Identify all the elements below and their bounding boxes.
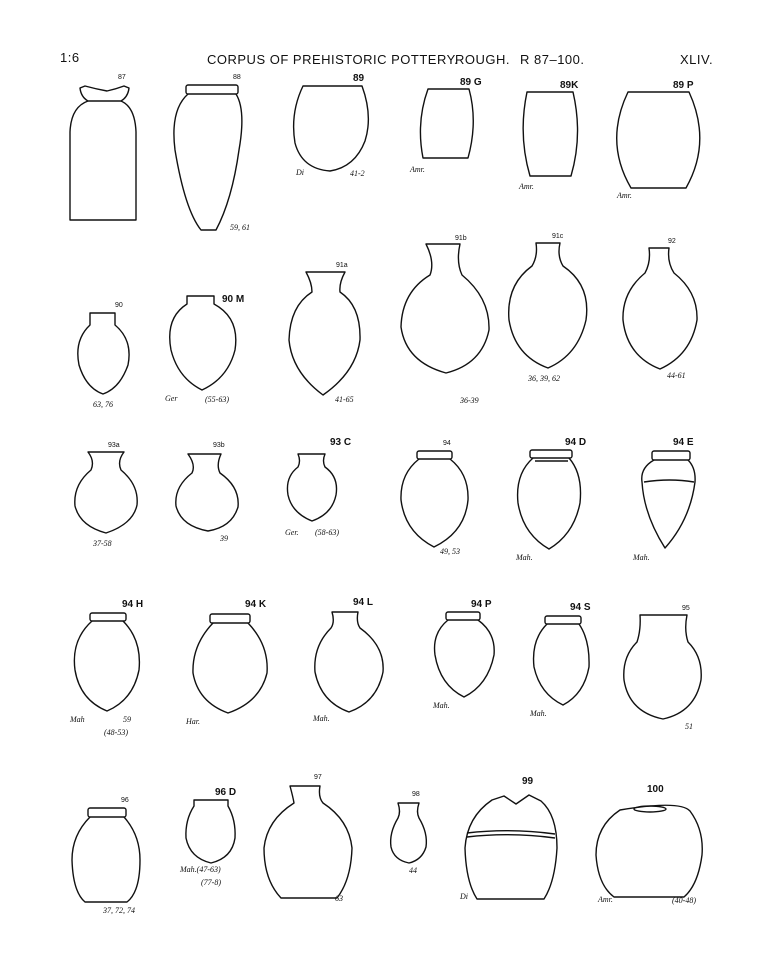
pot-body	[523, 92, 577, 176]
vessel-note: Mah.	[633, 553, 650, 562]
vessel-note: 41-65	[335, 395, 354, 404]
vessel-note: 41-2	[350, 169, 365, 178]
pot-body	[534, 624, 590, 705]
vessel-label: 94 K	[245, 599, 267, 610]
pot-body	[465, 795, 557, 899]
vessel-94k	[185, 599, 267, 726]
plate-title: CORPUS OF PREHISTORIC POTTERY.	[207, 52, 459, 67]
pot-band-line	[644, 480, 694, 482]
vessel-note: Di	[460, 892, 468, 901]
vessel-label: 94 D	[565, 437, 587, 448]
vessel-label: 96	[121, 797, 129, 804]
pot-body	[72, 817, 140, 902]
pot-body	[186, 800, 235, 863]
vessel-label: 90	[115, 302, 123, 309]
pot-rim	[652, 451, 690, 460]
pot-body	[623, 248, 697, 369]
vessel-note: (58-63)	[315, 528, 339, 537]
vessel-note: Mah.	[313, 714, 330, 723]
vessel-99	[459, 776, 557, 901]
vessel-label: 95	[682, 605, 690, 612]
pot-rim	[80, 86, 129, 101]
vessel-note: (48-53)	[104, 728, 128, 737]
vessel-label: 89 G	[460, 77, 482, 88]
vessel-note: Ger.	[285, 528, 299, 537]
vessel-label: 91b	[455, 235, 467, 242]
vessel-label: 94	[443, 440, 451, 447]
vessel-label: 89 P	[673, 80, 694, 91]
pot-rim	[210, 614, 250, 623]
vessel-note: Amr.	[617, 191, 632, 200]
pot-rim	[186, 85, 238, 94]
vessel-note: (40-48)	[672, 896, 696, 905]
vessel-note: (77-8)	[201, 878, 221, 887]
vessel-note: Mah.	[516, 553, 533, 562]
pot-body	[70, 101, 136, 220]
pot-rim	[530, 450, 572, 458]
pot-body	[193, 623, 267, 713]
vessel-94	[401, 440, 468, 556]
pot-body	[75, 452, 137, 533]
vessel-note: 37-58	[93, 539, 112, 548]
vessel-note: (55-63)	[205, 395, 229, 404]
vessel-note: 36, 39, 62	[528, 374, 560, 383]
vessel-note: Ger	[165, 394, 178, 403]
vessel-label: 93a	[108, 442, 120, 449]
vessel-note: 59, 61	[230, 223, 250, 232]
vessel-91a	[289, 262, 360, 404]
pot-body	[315, 612, 383, 712]
vessel-note: Di	[296, 168, 304, 177]
vessel-note: Amr.	[410, 165, 425, 174]
vessel-98	[391, 791, 427, 875]
vessel-96	[72, 797, 140, 915]
vessel-89	[294, 73, 369, 178]
vessel-note: 37, 72, 74	[103, 906, 135, 915]
vessel-91c	[509, 233, 587, 383]
pot-body	[617, 92, 700, 188]
plate-number: XLIV.	[680, 52, 714, 67]
pot-body	[74, 621, 139, 711]
scale-label: 1:6	[60, 50, 80, 65]
vessel-note: 51	[685, 722, 693, 731]
vessel-97	[264, 774, 352, 903]
vessel-label: 96 D	[215, 787, 237, 798]
pot-rim	[417, 451, 452, 459]
vessel-label: 97	[314, 774, 322, 781]
vessel-note: 39	[220, 534, 228, 543]
vessel-note: 44-61	[667, 371, 686, 380]
vessel-92	[623, 238, 697, 380]
vessel-note: Amr.	[598, 895, 613, 904]
vessel-note: Amr.	[519, 182, 534, 191]
plate-range: R 87–100.	[520, 52, 585, 67]
pot-body	[170, 296, 236, 390]
vessel-label: 94 E	[673, 437, 694, 448]
vessel-note: 36-39	[460, 396, 479, 405]
vessel-note: 44	[409, 866, 417, 875]
vessel-note: 49, 53	[440, 547, 460, 556]
vessel-94h	[69, 599, 143, 737]
vessel-note: 59	[123, 715, 131, 724]
vessel-label: 98	[412, 791, 420, 798]
vessel-note: Mah.(47-63)	[180, 865, 221, 874]
vessel-90	[78, 302, 129, 409]
vessel-label: 91a	[336, 262, 348, 269]
pot-band-line	[467, 831, 555, 834]
vessel-label: 89K	[560, 80, 579, 91]
vessel-88	[174, 74, 250, 232]
vessel-label: 93 C	[330, 437, 352, 448]
pot-body	[401, 459, 468, 547]
vessel-91b	[401, 235, 489, 405]
vessel-label: 99	[522, 776, 534, 787]
pot-rim	[446, 612, 480, 620]
vessel-94l	[312, 597, 383, 723]
vessel-label: 90 M	[222, 294, 245, 305]
pot-body	[78, 313, 129, 394]
plate-subtitle: ROUGH.	[455, 52, 510, 67]
pot-body	[289, 272, 360, 395]
vessel-96d	[179, 787, 236, 887]
vessel-94p	[432, 599, 494, 710]
pot-body	[509, 243, 587, 368]
vessel-94d	[515, 437, 586, 562]
vessel-note: Mah	[70, 715, 85, 724]
vessel-label: 87	[118, 74, 126, 81]
pot-body	[420, 89, 473, 158]
pot-rim	[545, 616, 581, 624]
vessel-100	[596, 784, 702, 905]
vessel-note: Mah.	[530, 709, 547, 718]
vessel-label: 100	[647, 784, 664, 795]
pot-body	[596, 805, 702, 897]
pot-body	[294, 86, 369, 171]
vessel-89p	[616, 80, 700, 200]
pot-rim	[90, 613, 126, 621]
vessel-95	[624, 605, 701, 731]
vessel-93a	[75, 442, 137, 548]
vessel-89k	[518, 80, 579, 191]
pot-band-line	[467, 835, 555, 838]
vessel-label: 89	[353, 73, 365, 84]
vessel-87	[70, 74, 136, 220]
vessel-94e	[632, 437, 695, 562]
vessel-label: 94 P	[471, 599, 492, 610]
pot-body	[435, 620, 495, 697]
vessel-note: 63, 76	[93, 400, 113, 409]
vessel-note: Har.	[186, 717, 201, 726]
vessel-note: 63	[335, 894, 343, 903]
pot-body	[174, 94, 242, 230]
pot-body	[518, 458, 581, 549]
vessel-93c	[285, 437, 351, 537]
pot-body	[391, 803, 427, 863]
vessel-label: 94 H	[122, 599, 144, 610]
vessel-89g	[409, 77, 482, 174]
vessel-93b	[176, 442, 238, 543]
vessel-label: 94 S	[570, 602, 591, 613]
vessel-90m	[165, 294, 244, 404]
vessel-label: 91c	[552, 233, 564, 240]
vessel-label: 88	[233, 74, 241, 81]
vessel-label: 92	[668, 238, 676, 245]
vessel-label: 93b	[213, 442, 225, 449]
pot-body	[176, 454, 238, 531]
pot-body	[264, 786, 352, 898]
pot-rim	[88, 808, 126, 817]
vessel-label: 94 L	[353, 597, 374, 608]
pot-body	[401, 244, 489, 373]
vessel-note: Mah.	[433, 701, 450, 710]
pot-body	[287, 454, 336, 521]
pot-body	[624, 615, 701, 719]
pot-body	[642, 460, 695, 548]
vessel-94s	[529, 602, 591, 718]
